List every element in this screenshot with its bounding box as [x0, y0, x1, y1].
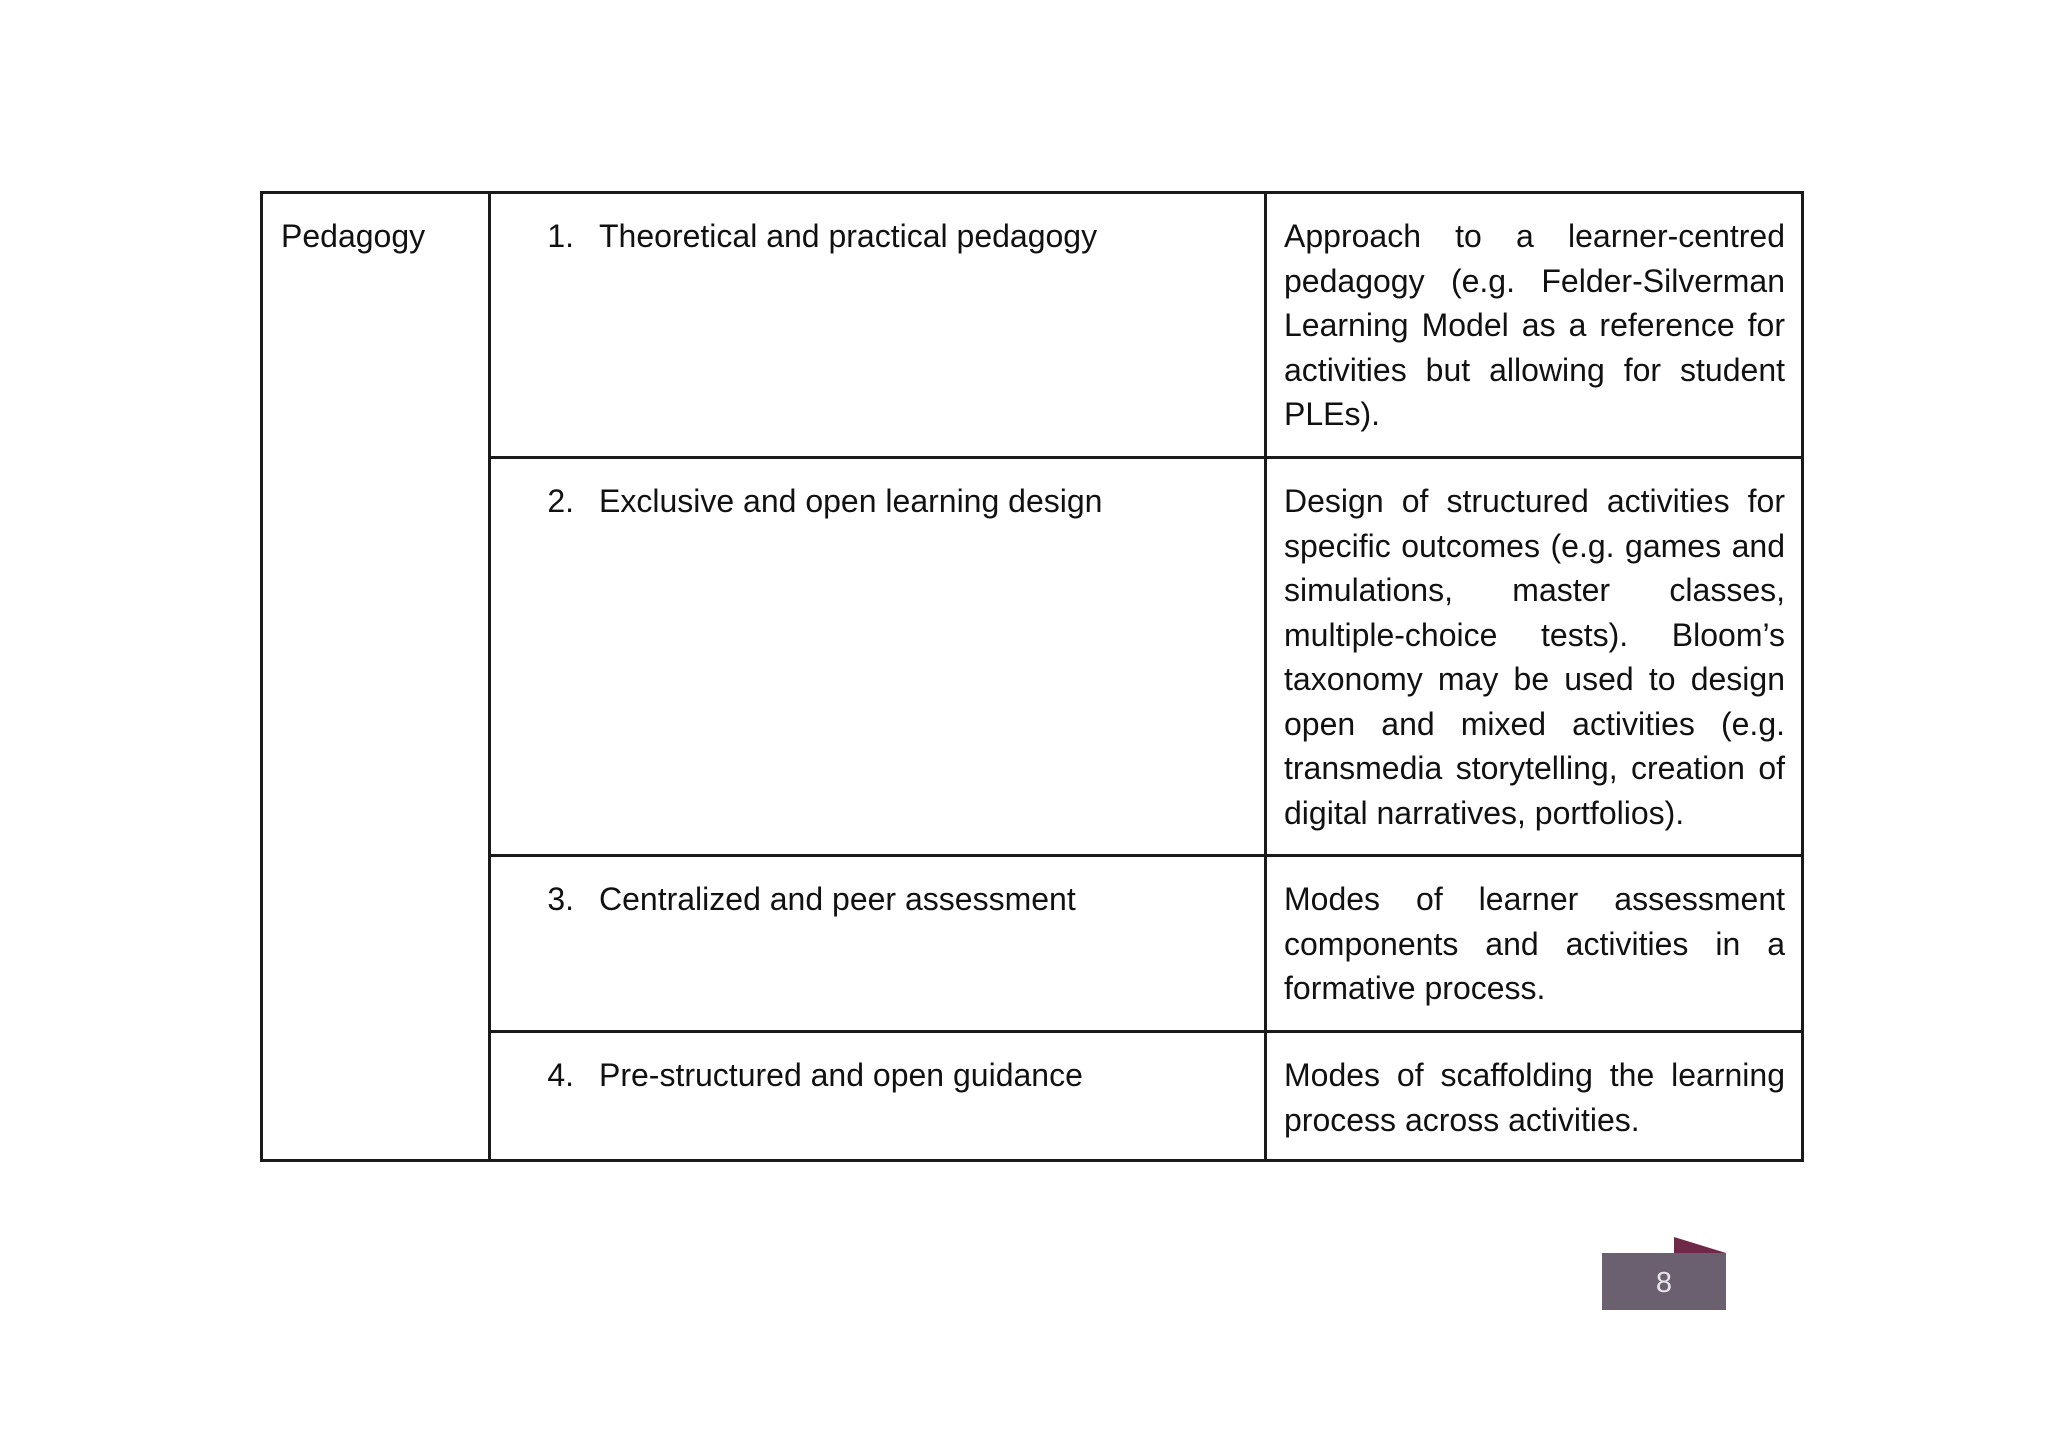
pedagogy-table — [260, 191, 1804, 1162]
dimension-cell — [490, 458, 1266, 856]
table-row — [262, 193, 1803, 458]
table-row — [262, 1032, 1803, 1161]
page-number: 8 — [1655, 1267, 1673, 1299]
dimension-cell — [490, 856, 1266, 1032]
dimension-title: Centralized and peer assessment — [599, 881, 1076, 917]
dimension-number: 2. — [547, 483, 574, 519]
dimension-number: 3. — [547, 881, 574, 917]
description-cell: Design of structured activities for specific outcomes (e.g. games and simulations, master classes, multiple-choice tests). Bloom’s taxonomy may be used to design open and mixed activities (e.g. transmedia storytelling, creation of digital narratives, portfolios). — [1266, 458, 1803, 856]
description-cell: Modes of scaffolding the learning process across activities. — [1266, 1032, 1803, 1161]
dimension-number: 4. — [547, 1057, 574, 1093]
category-cell: Pedagogy — [262, 193, 490, 1161]
description-cell: Modes of learner assessment components and activities in a formative process. — [1266, 856, 1803, 1032]
table-row — [262, 856, 1803, 1032]
dimension-title: Pre-structured and open guidance — [599, 1057, 1083, 1093]
dimension-number: 1. — [547, 218, 574, 254]
page-number-badge — [1602, 1237, 1726, 1310]
dimension-cell — [490, 1032, 1266, 1161]
description-cell: Approach to a learner-centred pedagogy (e.g. Felder-Silverman Learning Model as a reference for activities but allowing for student PLEs). — [1266, 193, 1803, 458]
dimension-cell — [490, 193, 1266, 458]
table-row — [262, 458, 1803, 856]
dimension-title: Exclusive and open learning design — [599, 483, 1103, 519]
dimension-title: Theoretical and practical pedagogy — [599, 218, 1098, 254]
